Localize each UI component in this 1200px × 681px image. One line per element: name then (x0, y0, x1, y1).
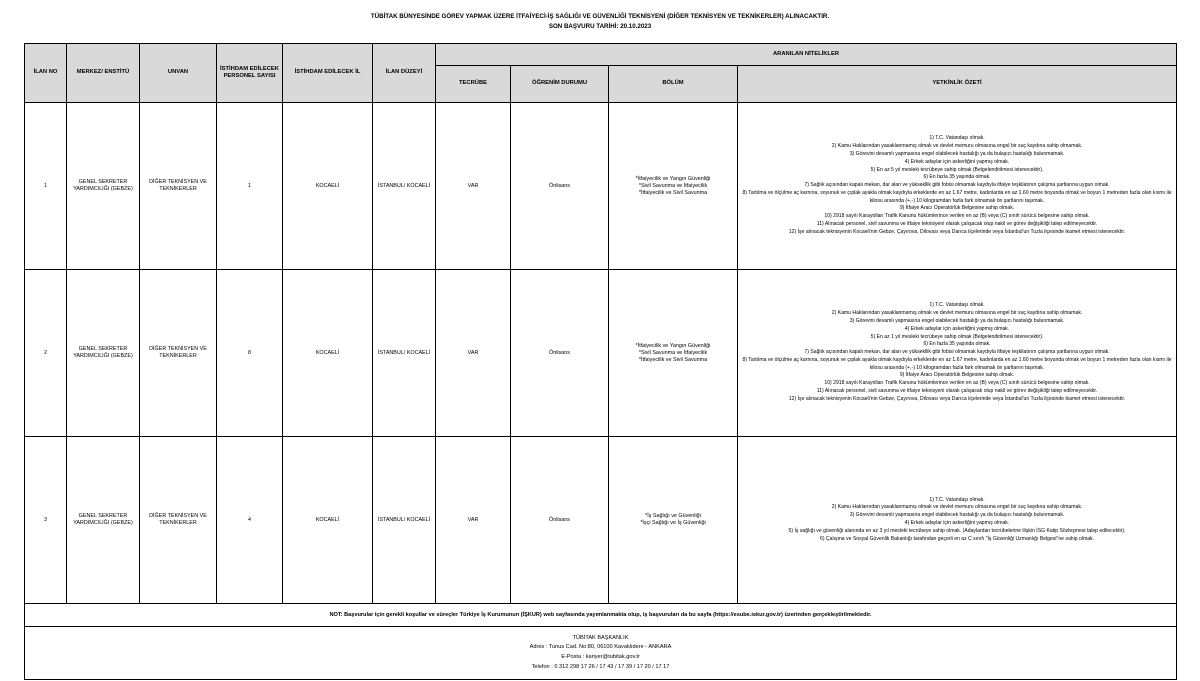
cell-yetkinlik (738, 437, 1177, 604)
yetkinlik-item: 1) T.C. Vatandaşı olmak. (929, 302, 985, 309)
cell-merkez: GENEL SEKRETER YARDIMCILIĞI (GEBZE) (67, 270, 140, 437)
cell-ilan-no: 3 (25, 437, 67, 604)
cell-personel-sayisi: 8 (217, 270, 283, 437)
yetkinlik-item: 8) Tartılma ve ölçülme aç karnına, soyunuk ve çıplak ayakla olmak kaydıyla erkeklerde en az 1.67 metre, kadınlarda en az 1.60 metre boyunda olmak ve boyun 1 metreden fazla olan kısmı ile kilosu arasında (+,-) 10 kilogramdan fazla fark olmamak ön şartlarını taşımak. (742, 356, 1172, 371)
yetkinlik-item: 6) Çalışma ve Sosyal Güvenlik Bakanlığı tarafından geçerli en az C sınıfı "İş Güvenliği Uzmanlığı Belgesi"ne sahip olmak. (820, 535, 1095, 542)
contact-footer (25, 627, 1177, 680)
cell-ilan-duzeyi: İSTANBUL/ KOCAELİ (373, 270, 436, 437)
yetkinlik-item: 1) T.C. Vatandaşı olmak. (929, 496, 985, 503)
yetkinlik-item: 4) Erkek adaylar için askerliğini yapmış olmak. (904, 520, 1010, 526)
cell-unvan: DİĞER TEKNİSYEN VE TEKNİKERLER (140, 437, 217, 604)
yetkinlik-item: 8) Tartılma ve ölçülme aç karnına, soyunuk ve çıplak ayakla olmak kaydıyla erkeklerde en az 1.67 metre, kadınlarda en az 1.60 metre boyunda olmak ve boyun 1 metreden fazla olan kısmı ile kilosu arasında (+,-) 10 kilogramdan fazla fark olmamak ön şartlarını taşımak. (742, 189, 1172, 204)
yetkinlik-item: 6) En fazla 35 yaşında olmak. (923, 174, 991, 181)
header-istihdam-sayisi: İSTİHDAM EDİLECEK PERSONEL SAYISI (217, 44, 283, 103)
cell-tecrube: VAR (436, 103, 511, 270)
header-aranilan-nitelikler: ARANILAN NİTELİKLER (436, 44, 1177, 66)
note-text: NOT: Başvurular için gerekli koşullar ve süreçler Türkiye İş Kurumunun (İŞKUR) web sayfasında yayımlanmakta olup, iş başvuruları da bu sayfa (https://esube.iskur.gov.tr) üzerinden gerçekleştirilmektedir. (25, 604, 1177, 627)
header-ilan-no: İLAN NO (25, 44, 67, 103)
cell-ilan-duzeyi: İSTANBUL/ KOCAELİ (373, 437, 436, 604)
yetkinlik-item: 9) İtfaiye Aracı Operatörlük Belgesine sahip olmak. (899, 372, 1015, 379)
footer-email: E-Posta : kariyer@tubitak.gov.tr (561, 654, 640, 660)
footer-address: Adres : Tunus Cad. No:80, 06100 Kavaklıdere - ANKARA (529, 644, 672, 651)
header-bolum: BÖLÜM (609, 66, 738, 103)
footer-phone: Telefon : 0 312 298 17 26 / 17 43 / 17 39 / 17 20 / 17 17 (531, 663, 670, 670)
table-row (25, 270, 1177, 437)
cell-istihdam-il: KOCAELİ (283, 270, 373, 437)
cell-tecrube: VAR (436, 437, 511, 604)
yetkinlik-item: 4) Erkek adaylar için askerliğini yapmış olmak. (904, 158, 1010, 165)
bolum-item: *Sivil Savunma ve İtfaiyecilik (638, 182, 708, 189)
yetkinlik-item: 5) İş sağlığı ve güvenliği alanında en az 3 yıl mesleki tecrübeye sahip olmak. (Adaylardan tecrübelerine ilişkin İSG Katip Sözleşmesi talep edilecektir). (788, 527, 1126, 534)
yetkinlik-item: 5) En az 5 yıl mesleki tecrübeye sahip olmak (Belgelendirilmesi istenecektir). (870, 166, 1044, 173)
yetkinlik-item: 2) Kamu Haklarından yasaklanmamış olmak ve devlet memuru olmasına engel bir suç kaydına sahip olmamak. (831, 143, 1083, 150)
bolum-item: *İşçi Sağlığı ve İş Güvenliği (640, 520, 706, 526)
yetkinlik-item: 7) Sağlık açısından kapalı mekan, dar alan ve yüksekllik gibi fobisi olmamak kaydıyla itfaiye teşkilatının çalışma şartlarına uygun olmak. (804, 349, 1110, 356)
cell-ogrenim: Önlisans (511, 103, 609, 270)
yetkinlik-item: 11) Alınacak personel, sivil savunma ve itfaiye teknisyeni olarak çalışacak olup nakil ve görev değişikliği talep edilmeyecektir. (816, 388, 1098, 395)
cell-yetkinlik (738, 270, 1177, 437)
cell-istihdam-il: KOCAELİ (283, 437, 373, 604)
header-unvan: UNVAN (140, 44, 217, 103)
table-row (25, 437, 1177, 604)
cell-ogrenim: Önlisans (511, 270, 609, 437)
yetkinlik-item: 5) En az 1 yıl mesleki tecrübeye sahip olmak (Belgelendirilmesi istenecektir). (870, 333, 1044, 340)
cell-istihdam-il: KOCAELİ (283, 103, 373, 270)
yetkinlik-item: 1) T.C. Vatandaşı olmak. (929, 135, 985, 142)
header-tecrube: TECRÜBE (436, 66, 511, 103)
cell-ilan-no: 1 (25, 103, 67, 270)
cell-unvan: DİĞER TEKNİSYEN VE TEKNİKERLER (140, 103, 217, 270)
yetkinlik-item: 11) Alınacak personel, sivil savunma ve itfaiye teknisyeni olarak çalışacak olup nakil ve görev değişikliği talep edilmeyecektir. (816, 221, 1098, 228)
cell-yetkinlik (738, 103, 1177, 270)
header-yetkinlik: YETKİNLİK ÖZETİ (738, 66, 1177, 103)
bolum-item: *İtfaiyecilik ve Yangın Güvenliği (635, 175, 711, 182)
yetkinlik-item: 3) Görevini devamlı yapmasına engel olabilecek hastalığı ya da bulaşıcı hastalığı bulunmamak. (849, 317, 1065, 324)
yetkinlik-item: 3) Görevini devamlı yapmasına engel olabilecek hastalığı ya da bulaşıcı hastalığı bulunmamak. (849, 150, 1065, 157)
cell-merkez: GENEL SEKRETER YARDIMCILIĞI (GEBZE) (67, 437, 140, 604)
cell-ogrenim: Önlisans (511, 437, 609, 604)
bolum-item: *İtfaiyecilik ve Sivil Savunma (638, 356, 708, 363)
yetkinlik-item: 6) En fazla 35 yaşında olmak. (923, 341, 991, 348)
document-heading (0, 12, 1200, 32)
cell-ilan-no: 2 (25, 270, 67, 437)
yetkinlik-item: 10) 2918 sayılı Karayolları Trafik Kanunu hükümlerince verilen en az (B) veya (C) sınıfı sürücü belgesine sahip olmak. (824, 380, 1090, 387)
cell-tecrube: VAR (436, 270, 511, 437)
yetkinlik-item: 12) İşe alınacak teknisyenin Kocaeli'nin Gebze, Çayırova, Dilovası veya Darıca ilçelerinde veya İstanbul'un Tuzla ilçesinde ikamet etmesi istenecektir. (788, 228, 1126, 235)
yetkinlik-item: 4) Erkek adaylar için askerliğini yapmış olmak. (904, 325, 1010, 332)
footer-org: TÜBİTAK BAŞKANLIK (572, 634, 629, 641)
yetkinlik-item: 10) 2918 sayılı Karayolları Trafik Kanunu hükümlerince verilen en az (B) veya (C) sınıfı sürücü belgesine sahip olmak. (824, 213, 1090, 220)
yetkinlik-item: 12) İşe alınacak teknisyenin Kocaeli'nin Gebze, Çayırova, Dilovası veya Darıca ilçelerinde veya İstanbul'un Tuzla ilçesinde ikamet etmesi istenecektir. (788, 395, 1126, 402)
cell-bolum (609, 437, 738, 604)
cell-bolum (609, 270, 738, 437)
yetkinlik-item: 7) Sağlık açısından kapalı mekan, dar alan ve yüksekllik gibi fobisi olmamak kaydıyla itfaiye teşkilatının çalışma şartlarına uygun olmak. (804, 182, 1110, 189)
job-posting-table (24, 43, 1177, 680)
yetkinlik-item: 9) İtfaiye Aracı Operatörlük Belgesine sahip olmak. (899, 205, 1015, 212)
header-ogrenim: ÖĞRENİM DURUMU (511, 66, 609, 103)
cell-ilan-duzeyi: İSTANBUL/ KOCAELİ (373, 103, 436, 270)
yetkinlik-item: 2) Kamu Haklarından yasaklanmamış olmak ve devlet memuru olmasına engel bir suç kaydına sahip olmamak. (831, 504, 1083, 511)
bolum-item: *İtfaiyecilik ve Sivil Savunma (638, 189, 708, 196)
bolum-item: *İtfaiyecilik ve Yangın Güvenliği (635, 342, 711, 349)
cell-merkez: GENEL SEKRETER YARDIMCILIĞI (GEBZE) (67, 103, 140, 270)
yetkinlik-item: 2) Kamu Haklarından yasaklanmamış olmak ve devlet memuru olmasına engel bir suç kaydına sahip olmamak. (831, 310, 1083, 317)
cell-personel-sayisi: 1 (217, 103, 283, 270)
header-merkez: MERKEZ/ ENSTİTÜ (67, 44, 140, 103)
bolum-item: *Sivil Savunma ve İtfaiyecilik (638, 349, 708, 356)
cell-unvan: DİĞER TEKNİSYEN VE TEKNİKERLER (140, 270, 217, 437)
cell-bolum (609, 103, 738, 270)
document-subtitle: SON BAŞVURU TARİHİ: 20.10.2023 (548, 23, 652, 30)
bolum-item: *İş Sağlığı ve Güvenliği (645, 513, 701, 519)
header-ilan-duzeyi: İLAN DÜZEYİ (373, 44, 436, 103)
header-istihdam-il: İSTİHDAM EDİLECEK İL (283, 44, 373, 103)
yetkinlik-item: 3) Görevini devamlı yapmasına engel olabilecek hastalığı ya da bulaşıcı hastalığı bulunmamak. (849, 512, 1065, 519)
cell-personel-sayisi: 4 (217, 437, 283, 604)
document-title: TÜBİTAK BÜNYESİNDE GÖREV YAPMAK ÜZERE İTFAİYECİ-İŞ SAĞLIĞI VE GÜVENLİĞİ TEKNİSYENİ (DİĞER TEKNİSYEN VE TEKNİKERLER) ALINACAKTIR. (370, 13, 830, 20)
table-row (25, 103, 1177, 270)
